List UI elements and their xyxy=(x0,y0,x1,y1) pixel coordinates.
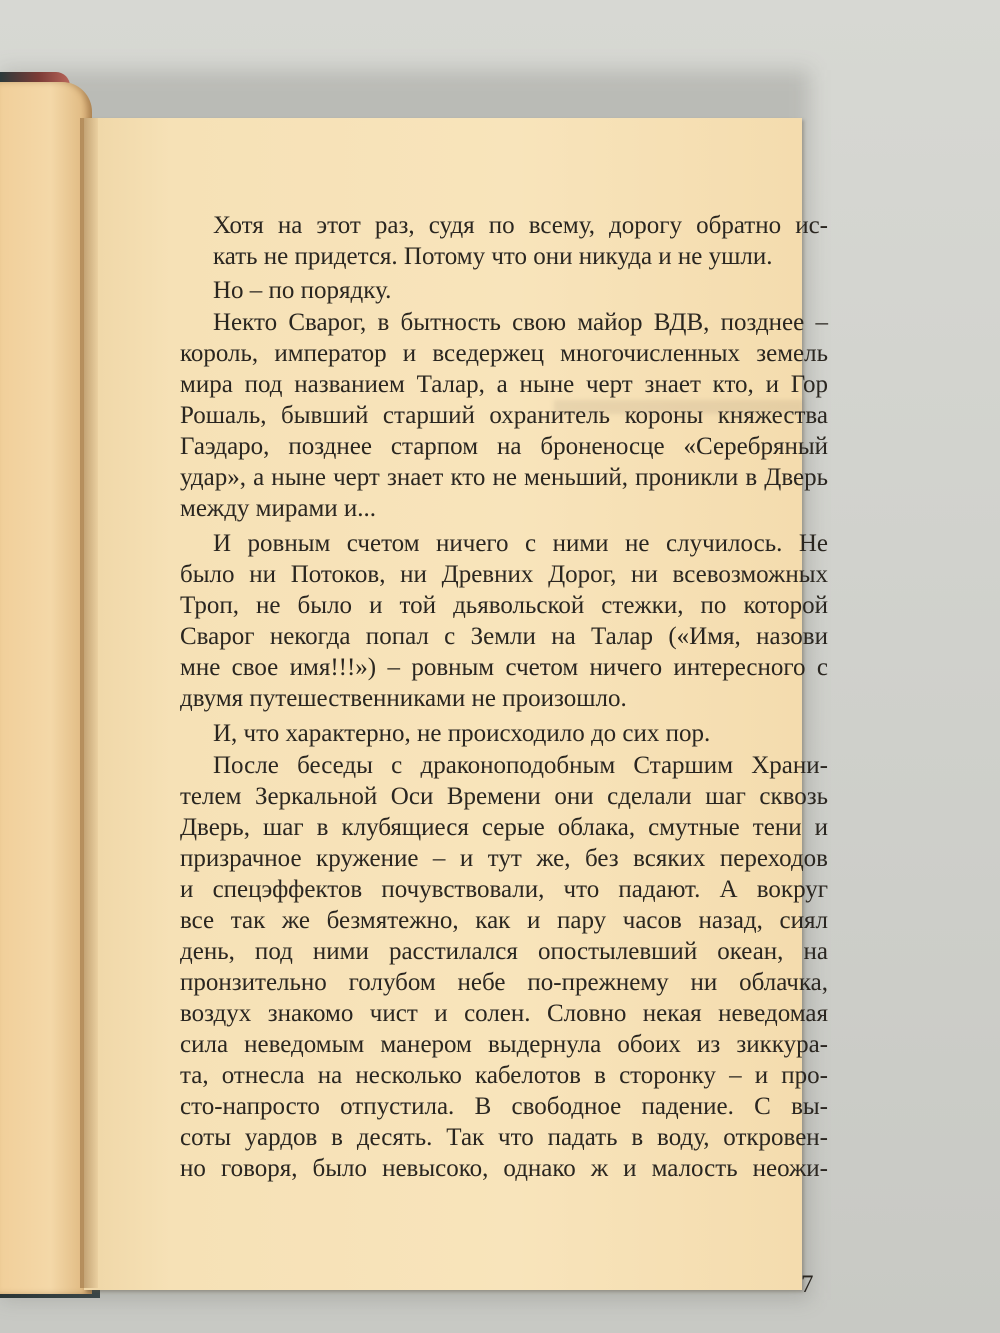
text-line: соты уардов в десять. Так что падать в воду, откровен- xyxy=(180,1124,828,1151)
text-line: Хотя на этот раз, судя по всему, дорогу обратно ис- xyxy=(213,212,828,239)
text-line: Некто Сварог, в бытность свою майор ВДВ, позднее – xyxy=(213,309,828,336)
text-line: было ни Потоков, ни Древних Дорог, ни всевозможных xyxy=(180,561,828,588)
text-line: мира под названием Талар, а ныне черт знает кто, и Гор xyxy=(180,371,828,398)
text-line: Рошаль, бывший старший охранитель короны княжества xyxy=(180,402,828,429)
text-line: И, что характерно, не происходило до сих пор. xyxy=(213,720,711,747)
left-page-edge xyxy=(0,82,92,1294)
text-line: Но – по порядку. xyxy=(213,277,392,304)
text-line: все так же безмятежно, как и пару часов назад, сиял xyxy=(180,907,828,934)
text-line: И ровным счетом ничего с ними не случилось. Не xyxy=(213,530,828,557)
text-line: кать не придется. Потому что они никуда и не ушли. xyxy=(213,243,773,270)
text-line: мне свое имя!!!») – ровным счетом ничего интересного с xyxy=(180,654,828,681)
text-line: воздух знакомо чист и солен. Словно некая неведомая xyxy=(180,1000,828,1027)
text-line: Дверь, шаг в клубящиеся серые облака, смутные тени и xyxy=(180,814,828,841)
book-page xyxy=(84,118,828,1298)
text-line: Троп, не было и той дьявольской стежки, по которой xyxy=(180,592,828,619)
text-line: та, отнесла на несколько кабелотов в сторонку – и про- xyxy=(180,1062,828,1089)
page-number: 7 xyxy=(801,1271,814,1298)
text-line: король, император и вседержец многочисленных земель xyxy=(180,340,828,367)
text-line: Сварог некогда попал с Земли на Талар («Имя, назови xyxy=(180,623,828,650)
text-line: сила неведомым манером выдернула обоих из зиккура- xyxy=(180,1031,828,1058)
text-line: пронзительно голубом небе по-прежнему ни облачка, xyxy=(180,969,828,996)
text-line: и спецэффектов почувствовали, что падают. А вокруг xyxy=(180,876,828,903)
text-line: Гаэдаро, позднее старпом на броненосце «Серебряный xyxy=(180,433,828,460)
text-line: двумя путешественниками не произошло. xyxy=(180,685,627,712)
text-line: но говоря, было невысоко, однако ж и малость неожи- xyxy=(180,1155,828,1182)
text-line: удар», а ныне черт знает кто не меньший, проникли в Дверь xyxy=(180,464,828,491)
text-line: день, под ними расстилался опостылевший океан, на xyxy=(180,938,828,965)
text-line: сто-напросто отпустила. В свободное падение. С вы- xyxy=(180,1093,828,1120)
text-line: После беседы с драконоподобным Старшим Храни- xyxy=(213,752,828,779)
text-line: между мирами и... xyxy=(180,495,377,522)
page-gutter-shadow xyxy=(80,118,98,1288)
text-line: телем Зеркальной Оси Времени они сделали шаг сквозь xyxy=(180,783,828,810)
text-line: призрачное кружение – и тут же, без всяких переходов xyxy=(180,845,828,872)
